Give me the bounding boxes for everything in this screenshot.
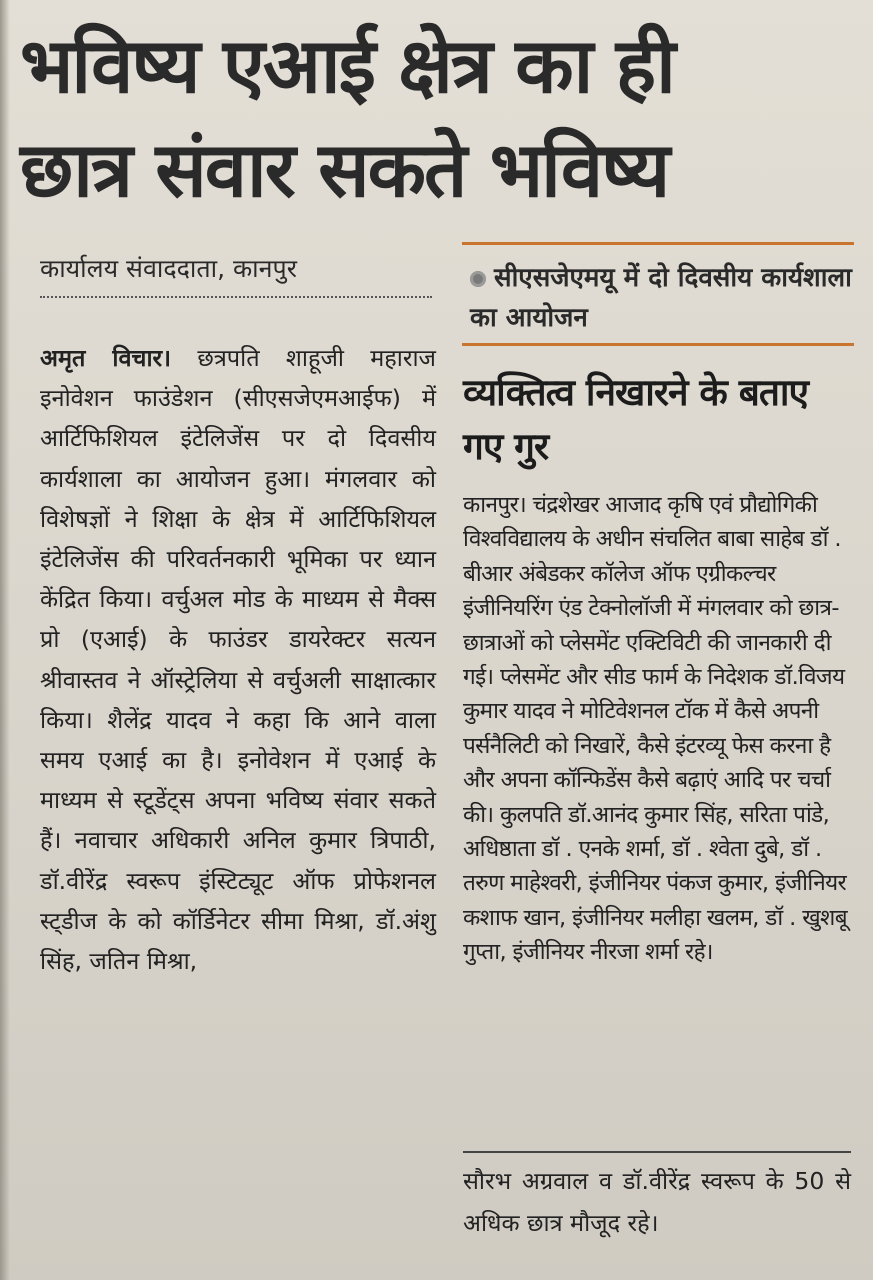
headline-line-2: छात्र संवार सकते भविष्य <box>20 125 669 214</box>
kicker <box>470 258 855 338</box>
headline-line-1: भविष्य एआई क्षेत्र का ही <box>20 21 674 110</box>
bullet-icon <box>470 271 486 287</box>
byline: कार्यालय संवाददाता, कानपुर <box>40 254 297 283</box>
kicker-text: सीएसजेएमयू में दो दिवसीय कार्यशाला का आयोजन <box>470 263 852 333</box>
page-edge-shadow <box>0 0 10 1280</box>
kicker-bottom-rule <box>462 343 854 346</box>
continuation-text: सौरभ अग्रवाल व डॉ.वीरेंद्र स्वरूप के 50 से अधिक छात्र मौजूद रहे। <box>463 1167 851 1237</box>
left-article-lead: अमृत विचार। <box>40 344 172 372</box>
left-article-text: छत्रपति शाहूजी महाराज इनोवेशन फाउंडेशन (सीएसजेएमआईफ) में आर्टिफिशियल इंटेलिजेंस पर दो दिवसीय कार्यशाला का आयोजन हुआ। मंगलवार को विशेषज्ञों ने शिक्षा के क्षेत्र में आर्टिफिशियल इंटेलिजेंस की परिवर्तनकारी भूमिका पर ध्यान केंद्रित किया। वर्चुअल मोड के माध्यम से मैक्स प्रो (एआई) के फाउंडर डायरेक्टर सत्यन श्रीवास्तव ने ऑस्ट्रेलिया से वर्चुअली साक्षात्कार किया। शैलेंद्र यादव ने कहा कि आने वाला समय एआई का है। इनोवेशन में एआई के माध्यम से स्टूडेंट्स अपना भविष्य संवार सकते हैं। नवाचार अधिकारी अनिल कुमार त्रिपाठी, डॉ.वीरेंद्र स्वरूप इंस्टिट्यूट ऑफ प्रोफेशनल स्ट्डीज के को कॉर्डिनेटर सीमा मिश्रा, डॉ.अंशु सिंह, जतिन मिश्रा, <box>40 344 436 976</box>
right-article-subhead: व्यक्तित्व निखारने के बताए गए गुर <box>463 371 808 468</box>
kicker-top-rule <box>462 242 854 245</box>
left-article-body <box>40 338 436 981</box>
continuation-divider <box>463 1151 851 1153</box>
headline <box>20 14 865 222</box>
right-article-body: कानपुर। चंद्रशेखर आजाद कृषि एवं प्रौद्योगिकी विश्वविद्यालय के अधीन संचलित बाबा साहेब डॉ . बीआर अंबेडकर कॉलेज ऑफ एग्रीकल्चर इंजीनियरिंग एंड टेक्नोलॉजी में मंगलवार को छात्र-छात्राओं को प्लेसमेंट एक्टिविटी की जानकारी दी गई। प्लेसमेंट और सीड फार्म के निदेशक डॉ.विजय कुमार यादव ने मोटिवेशनल टॉक में कैसे अपनी पर्सनैलिटी को निखारें, कैसे इंटरव्यू फेस करना है और अपना कॉन्फिडेंस कैसे बढ़ाएं आदि पर चर्चा की। कुलपति डॉ.आनंद कुमार सिंह, सरिता पांडे, अधिष्ठाता डॉ . एनके शर्मा, डॉ . श्वेता दुबे, डॉ . तरुण माहेश्वरी, इंजीनियर पंकज कुमार, इंजीनियर कशाफ खान, इंजीनियर मलीहा खलम, डॉ . खुशबू गुप्ता, इंजीनियर नीरजा शर्मा रहे। <box>463 492 847 966</box>
byline-dotted-divider <box>40 296 432 298</box>
